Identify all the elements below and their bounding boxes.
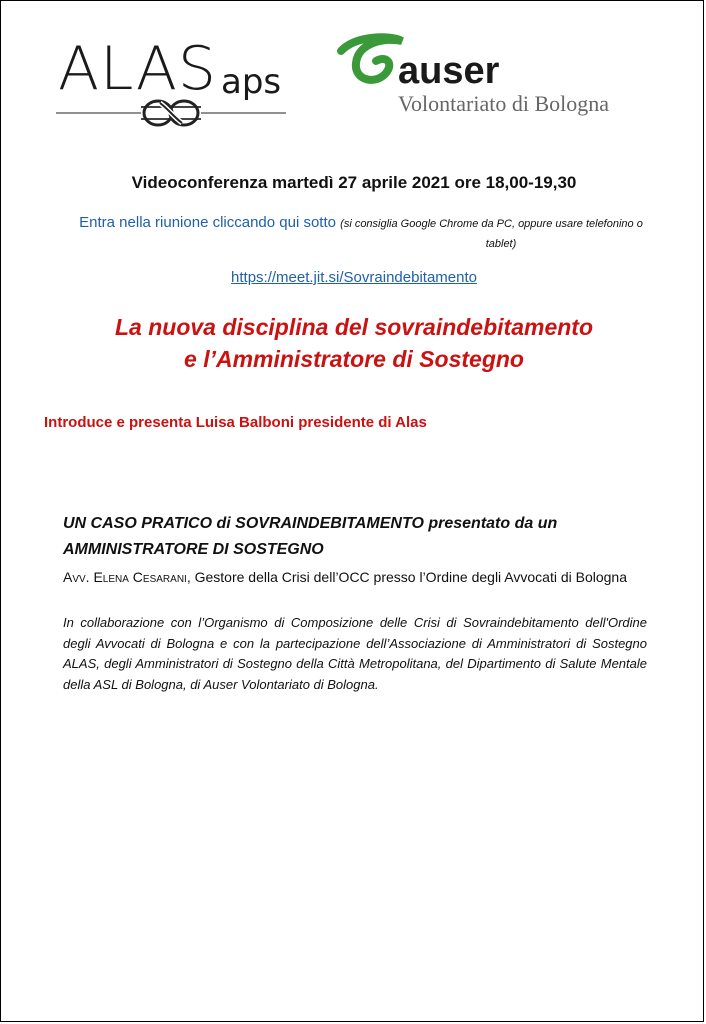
case-title: [63, 511, 663, 563]
join-note-continued: tablet): [485, 238, 517, 250]
auser-logo-word: auser: [398, 50, 500, 92]
join-text: Entra nella riunione cliccando qui sotto: [79, 214, 336, 231]
alas-logo-suffix: aps: [221, 62, 282, 102]
headline-line-1: La nuova disciplina del sovraindebitamento: [115, 314, 593, 340]
collaboration-paragraph: In collaborazione con l’Organismo di Composizione delle Crisi di Sovraindebitamento dell'Ordine degli Avvocati di Bologna e con la partecipazione dell’Associazione di Amministratori di Sostegno ALAS, degli Amministratori di Sostegno della Città Metropolitana, del Dipartimento di Salute Mentale della ASL di Bologna, di Auser Volontariato di Bologna.: [63, 615, 647, 692]
rope-knot-icon: [56, 93, 286, 133]
introduction-text: Introduce e presenta Luisa Balboni presidente di Alas: [44, 414, 427, 431]
auser-logo: [336, 31, 656, 121]
alas-logo-word: ALAS: [58, 34, 217, 104]
speaker-line: [63, 569, 683, 585]
alas-logo: [56, 31, 296, 131]
headline: [1, 311, 706, 375]
auser-logo-subtitle: Volontariato di Bologna: [398, 91, 610, 116]
case-title-line-1: UN CASO PRATICO di SOVRAINDEBITAMENTO presentato da un: [63, 515, 558, 532]
event-datetime: Videoconferenza martedì 27 aprile 2021 ore 18,00-19,30: [131, 173, 577, 192]
speaker-role: , Gestore della Crisi dell’OCC presso l’Ordine degli Avvocati di Bologna: [186, 569, 628, 585]
speaker-name: Avv. Elena Cesarani: [63, 569, 187, 585]
auser-swirl-icon: [336, 33, 406, 93]
join-instructions: [51, 213, 671, 254]
meeting-link[interactable]: https://meet.jit.si/Sovraindebitamento: [231, 269, 477, 286]
join-note: (si consiglia Google Chrome da PC, oppure usare telefonino o: [340, 218, 643, 230]
case-title-line-2: AMMINISTRATORE DI SOSTEGNO: [63, 541, 324, 558]
headline-line-2: e l’Amministratore di Sostegno: [184, 346, 524, 372]
